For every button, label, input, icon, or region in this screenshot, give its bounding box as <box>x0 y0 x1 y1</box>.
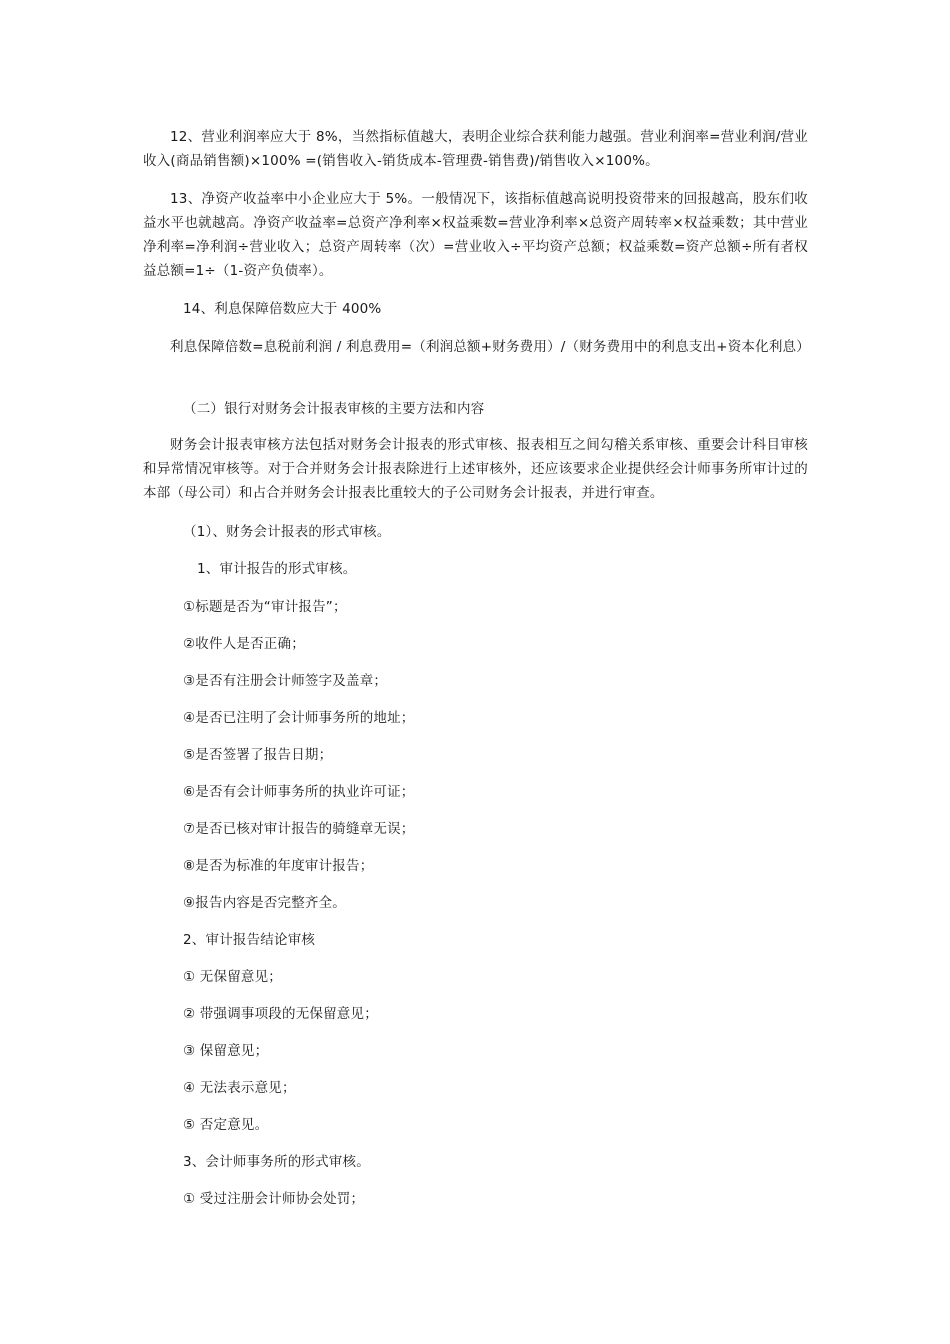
list-item: ③ 保留意见； <box>183 1043 269 1059</box>
list-item: ④是否已注明了会计师事务所的地址； <box>183 710 415 726</box>
list-item: ①标题是否为“审计报告”； <box>183 599 347 615</box>
list-item: ① 受过注册会计师协会处罚； <box>183 1191 365 1207</box>
list-item: ⑨报告内容是否完整齐全。 <box>183 895 347 911</box>
list-item: ⑥是否有会计师事务所的执业许可证； <box>183 784 415 800</box>
paragraph-operating-profit-margin: 12、营业利润率应大于 8%，当然指标值越大，表明企业综合获利能力越强。营业利润率=营业利润/营业收入(商品销售额)×100% =(销售收入-销货成本-管理费-销售费)/销售收入×100%。 <box>143 129 808 169</box>
list-item: ① 无保留意见； <box>183 969 282 985</box>
list-item: ②收件人是否正确； <box>183 636 305 652</box>
list-item: ④ 无法表示意见； <box>183 1080 296 1096</box>
paragraph-return-on-equity: 13、净资产收益率中小企业应大于 5%。一般情况下，该指标值越高说明投资带来的回报越高，股东们收益水平也就越高。净资产收益率=总资产净利率×权益乘数=营业净利率×总资产周转率×权益乘数；其中营业净利率=净利润÷营业收入；总资产周转率（次）=营业收入÷平均资产总额；权益乘数=资产总额÷所有者权益总额=1÷（1-资产负债率）。 <box>143 191 808 279</box>
item-heading-audit-conclusion: 2、审计报告结论审核 <box>183 932 316 948</box>
item-heading-audit-report-form: 1、审计报告的形式审核。 <box>197 561 357 577</box>
list-item: ⑤是否签署了报告日期； <box>183 747 333 763</box>
paragraph-review-methods: 财务会计报表审核方法包括对财务会计报表的形式审核、报表相互之间勾稽关系审核、重要会计科目审核和异常情况审核等。对于合并财务会计报表除进行上述审核外，还应该要求企业提供经会计师事务所审计过的本部（母公司）和占合并财务会计报表比重较大的子公司财务会计报表，并进行审查。 <box>143 437 808 501</box>
list-item: ⑦是否已核对审计报告的骑缝章无误； <box>183 821 415 837</box>
paragraph-interest-coverage-formula: 利息保障倍数=息税前利润 / 利息费用=（利润总额+财务费用）/（财务费用中的利息支出+资本化利息） <box>170 339 810 355</box>
list-item: ⑧是否为标准的年度审计报告； <box>183 858 374 874</box>
list-item: ⑤ 否定意见。 <box>183 1117 269 1133</box>
list-item: ③是否有注册会计师签字及盖章； <box>183 673 388 689</box>
list-item: ② 带强调事项段的无保留意见； <box>183 1006 378 1022</box>
item-heading-accounting-firm: 3、会计师事务所的形式审核。 <box>183 1154 370 1170</box>
subheading-form-review: （1）、财务会计报表的形式审核。 <box>183 524 391 540</box>
section-heading-bank-review: （二）银行对财务会计报表审核的主要方法和内容 <box>183 401 485 417</box>
heading-interest-coverage: 14、利息保障倍数应大于 400% <box>183 301 382 317</box>
